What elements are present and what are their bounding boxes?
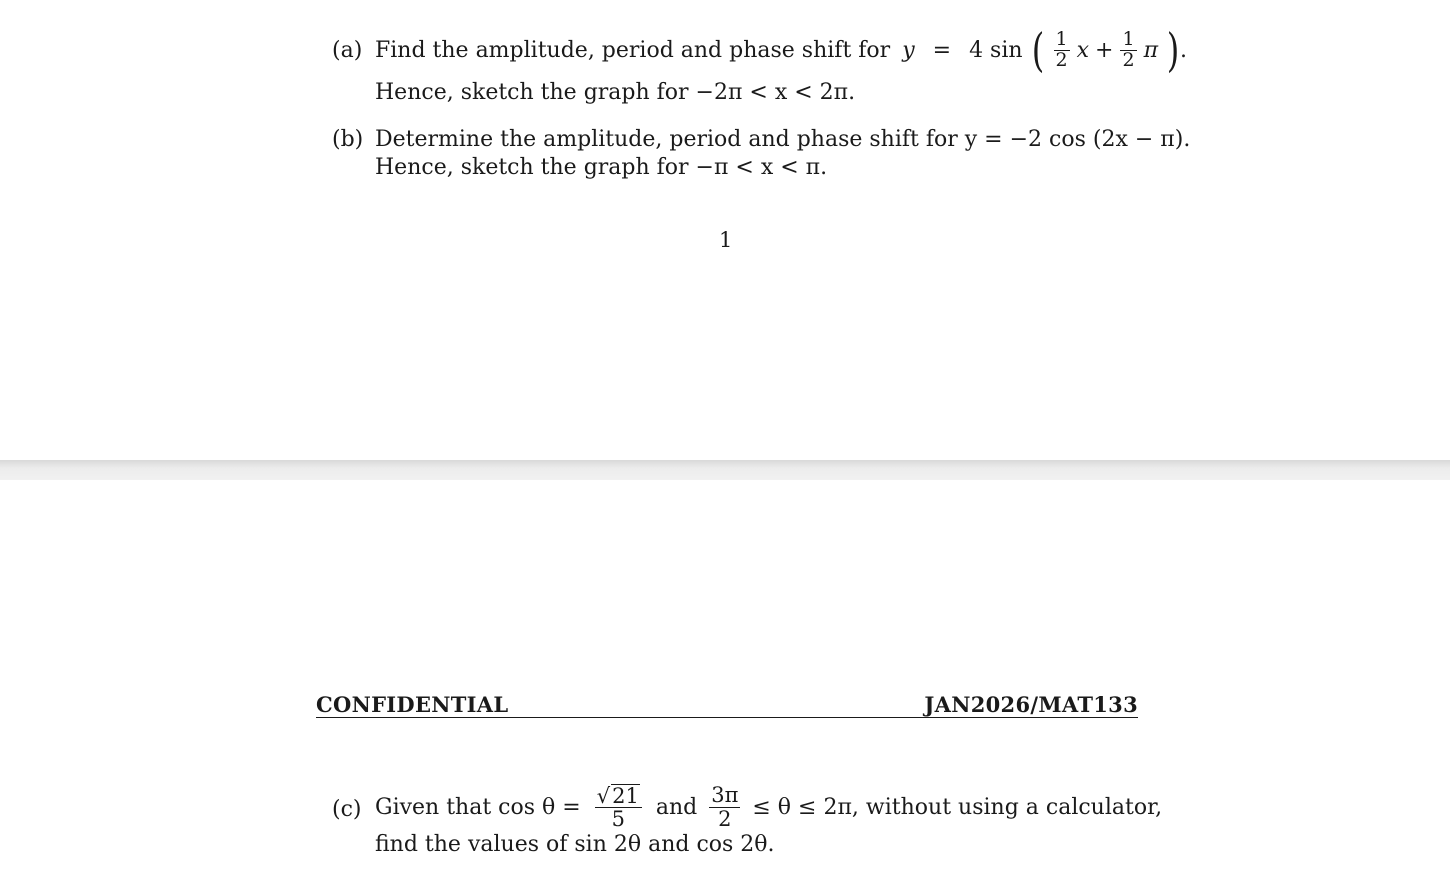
- question-c-rest: ≤ θ ≤ 2π, without using a calculator,: [752, 794, 1163, 820]
- question-a-pi: π: [1143, 37, 1159, 63]
- question-a-period: .: [1179, 37, 1187, 63]
- frac2-denominator: 2: [1122, 48, 1135, 71]
- question-a-x: x: [1076, 37, 1090, 63]
- range-denominator: 2: [709, 807, 740, 830]
- question-c-and: and: [655, 794, 698, 820]
- question-c-label: (c): [332, 797, 362, 822]
- question-c-line2: find the values of sin 2θ and cos 2θ.: [375, 832, 775, 857]
- question-c-frac-cos: [595, 784, 642, 830]
- page-number: 1: [719, 228, 733, 252]
- question-a-frac1: [1054, 27, 1070, 71]
- sqrt-radicand: 21: [612, 783, 639, 808]
- question-b-line2: Hence, sketch the graph for −π < x < π.: [375, 155, 828, 180]
- left-paren: (: [1031, 23, 1044, 77]
- question-a-line1: [375, 22, 1187, 78]
- frac1-denominator: 2: [1055, 48, 1068, 71]
- question-c-given: Given that cos θ =: [375, 794, 581, 820]
- cos-denominator: 5: [595, 807, 642, 830]
- sqrt-numerator: [595, 784, 642, 807]
- frac2-numerator: 1: [1122, 27, 1135, 50]
- question-c-frac-range: [709, 784, 740, 829]
- sqrt-symbol: √: [596, 783, 611, 808]
- question-a-coef: 4 sin: [969, 37, 1023, 63]
- header-course-code: JAN2026/MAT133: [924, 692, 1138, 717]
- question-c-line1: [375, 776, 1162, 838]
- question-a-label: (a): [332, 38, 363, 63]
- page-separator: [0, 460, 1450, 480]
- question-a-y: y: [902, 37, 915, 63]
- frac1-numerator: 1: [1055, 27, 1068, 50]
- question-b-label: (b): [332, 127, 364, 152]
- range-numerator: 3π: [711, 783, 739, 808]
- header-rule: [316, 717, 1138, 718]
- header-confidential: CONFIDENTIAL: [316, 692, 509, 717]
- question-a-plus: +: [1095, 37, 1114, 63]
- question-a-line2: Hence, sketch the graph for −2π < x < 2π.: [375, 80, 856, 105]
- question-a-text: Find the amplitude, period and phase shift for: [375, 37, 891, 63]
- question-a-frac2: [1120, 27, 1136, 71]
- right-paren: ): [1166, 23, 1180, 77]
- question-b-line1: Determine the amplitude, period and phase shift for y = −2 cos (2x − π).: [375, 127, 1191, 152]
- question-a-eq: =: [932, 37, 952, 63]
